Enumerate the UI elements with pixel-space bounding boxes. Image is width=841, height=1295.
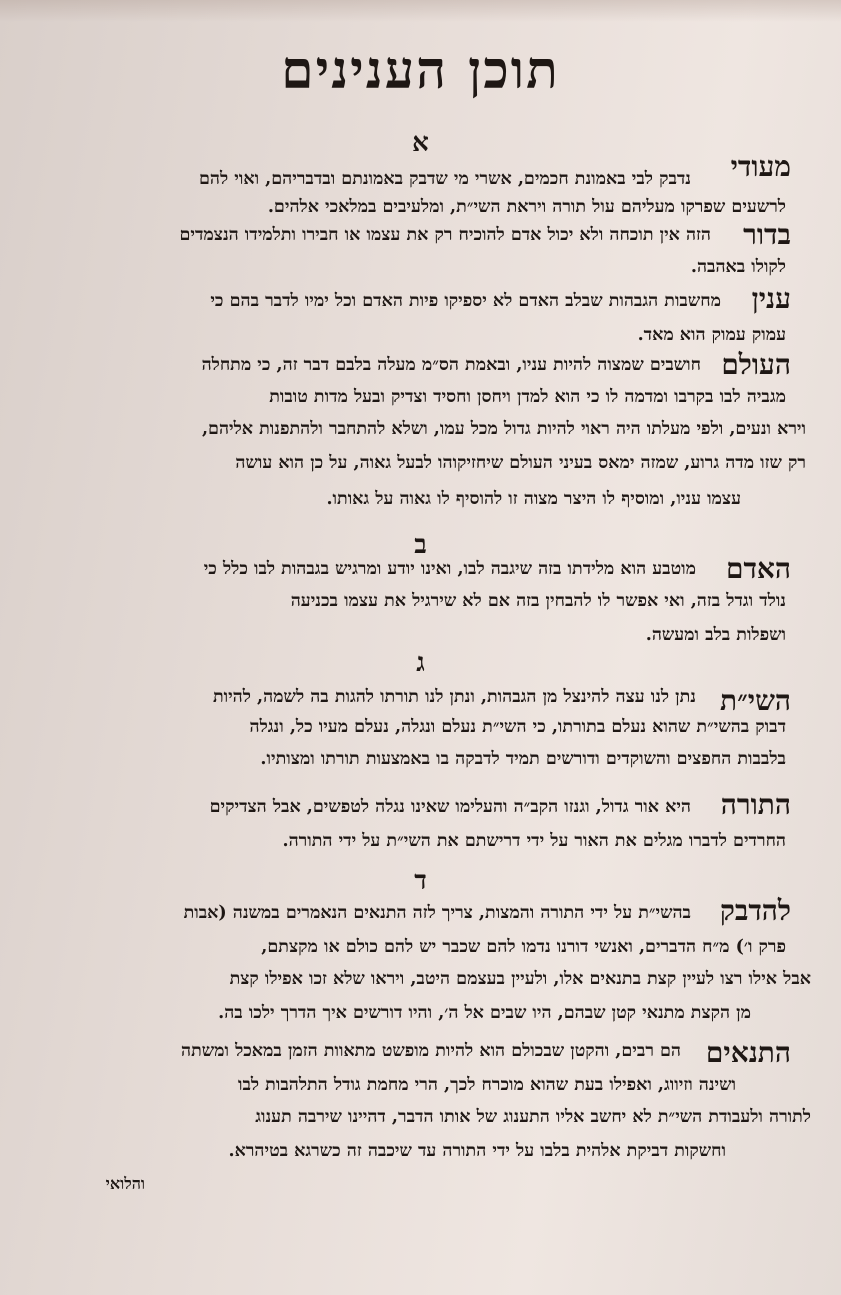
entry-line: מחשבות הגבהות שבלב האדם לא יספיקו פיות האדם וכל ימיו לדבר בהם כי xyxy=(210,291,721,311)
entry-line: מן הקצת מתנאי קטן שבהם, היו שבים אל ה׳, והיו דורשים איך הדרך ילכו בה. xyxy=(218,1003,751,1023)
entry-line: הם רבים, והקטן שבכולם הוא להיות מופשט מתאוות הזמן במאכל ומשתה xyxy=(181,1041,681,1061)
entry-line: ושפלות בלב ומעשה. xyxy=(645,625,786,645)
entry-inyan xyxy=(31,282,791,352)
section-letter-gimel: ג xyxy=(416,648,425,678)
entry-lehidavek xyxy=(31,894,811,1034)
entry-line: היא אור גדול, וגנזו הקב״ה והעלימו שאינו נגלה לטפשים, אבל הצדיקים xyxy=(209,797,691,817)
entry-line: נדבק לבי באמונת חכמים, אשרי מי שדבק באמונתם ובדבריהם, ואוי להם xyxy=(199,169,691,189)
entry-heading: ענין xyxy=(751,282,791,315)
entry-heading: בדור xyxy=(743,218,791,251)
entry-hatorah xyxy=(31,788,791,858)
entry-line: הזה אין תוכחה ולא יכול אדם להוכיח רק את עצמו או חבירו ותלמידו הנצמדים xyxy=(179,225,711,245)
entry-bador xyxy=(31,218,791,288)
section-letter-alef: א xyxy=(412,128,429,158)
entry-hashem xyxy=(31,684,791,784)
entry-heading: התנאים xyxy=(705,1036,791,1069)
entry-line: רק שזו מדה גרוע, שמזה ימאס בעיני העולם שיחזיקוהו לבעל גאוה, על כן הוא עושה xyxy=(235,453,806,473)
catchword: והלואי xyxy=(105,1174,145,1193)
entry-heading: העולם xyxy=(721,348,791,381)
entry-line: לקולו באהבה. xyxy=(690,257,786,277)
entry-heading: התורה xyxy=(720,788,791,821)
entry-heading: השי״ת xyxy=(720,684,791,717)
entry-line: בלבבות החפצים והשוקדים ודורשים תמיד לדבקה בו באמצעות תורתו ומצותיו. xyxy=(260,749,786,769)
section-letter-dalet: ד xyxy=(414,866,427,896)
page-title: תוכן הענינים xyxy=(281,40,560,101)
entry-line: וחשקות דביקת אלהית בלבו על ידי התורה עד שיכבה זה כשרגא בטיהרא. xyxy=(228,1141,726,1161)
entry-haadam xyxy=(31,552,791,652)
entry-haolam xyxy=(31,348,806,538)
entry-meodai xyxy=(31,150,791,220)
entry-line: נולד וגדל בזה, ואי אפשר לו להבחין בזה אם לא שירגיל את עצמו בכניעה xyxy=(290,591,786,611)
entry-line: לתורה ולעבודת השי״ת לא יחשב אליו התענוג של אותו הדבר, דהיינו שירבה תענוג xyxy=(255,1107,811,1127)
entry-line: חושבים שמצוה להיות עניו, ובאמת הס״מ מעלה בלבם דבר זה, כי מתחלה xyxy=(201,355,701,375)
entry-line: בהשי״ת על ידי התורה והמצות, צריך לזה התנאים הנאמרים במשנה (אבות xyxy=(183,903,691,923)
entry-line: ושינה וזיווג, ואפילו בעת שהוא מוכרח לכך, הרי מחמת גודל התלהבות לבו xyxy=(237,1075,736,1095)
entry-line: אבל אילו רצו לעיין קצת בתנאים אלו, ולעיין בעצמם היטב, ויראו שלא זכו אפילו קצת xyxy=(229,969,811,989)
entry-line: לרשעים שפרקו מעליהם עול תורה ויראת השי״ת, ומלעיבים במלאכי אלהים. xyxy=(267,197,786,217)
section-letter-bet: ב xyxy=(414,530,427,560)
entry-heading: מעודי xyxy=(730,150,791,183)
entry-line: פרק ו׳) מ״ח הדברים, ואנשי דורנו נדמו להם שכבר יש להם כולם או מקצתם, xyxy=(261,937,786,957)
entry-line: וירא ונעים, ולפי מעלתו היה ראוי להיות גדול מכל עמו, ושלא להתחבר ולהתפנות אליהם, xyxy=(201,419,806,439)
entry-line: עמוק עמוק הוא מאד. xyxy=(637,325,786,345)
entry-line: עצמו עניו, ומוסיף לו היצר מצוה זו להוסיף לו גאוה על גאותו. xyxy=(326,489,741,509)
page-top-shadow xyxy=(0,0,841,22)
entry-line: מגביה לבו בקרבו ומדמה לו כי הוא למדן ויחסן וחסיד וצדיק ובעל מדות טובות xyxy=(269,387,786,407)
entry-hatnaim xyxy=(31,1036,811,1176)
entry-line: דבוק בהשי״ת שהוא נעלם בתורתו, כי השי״ת נעלם ונגלה, נעלם מעיו כל, ונגלה xyxy=(249,717,786,737)
entry-heading: האדם xyxy=(725,552,791,585)
entry-heading: להדבק xyxy=(719,894,791,927)
entry-line: מוטבע הוא מלידתו בזה שיגבה לבו, ואינו יודע ומרגיש בגבהות לבו כלל כי xyxy=(203,559,696,579)
entry-line: החרדים לדברו מגלים את האור על ידי דרישתם את השי״ת על ידי התורה. xyxy=(282,831,786,851)
entry-line: נתן לנו עצה להינצל מן הגבהות, ונתן לנו תורתו להגות בה לשמה, להיות xyxy=(212,687,696,707)
